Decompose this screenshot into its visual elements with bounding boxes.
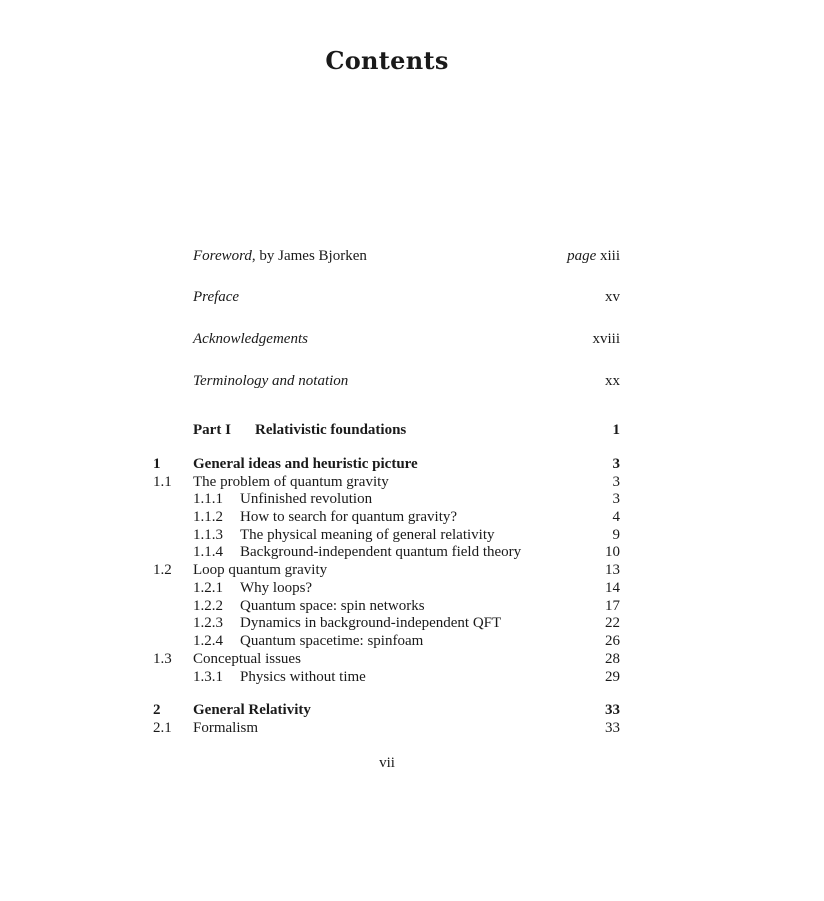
entry-page: 14 <box>605 580 620 596</box>
entry-title: Conceptual issues <box>193 651 301 667</box>
entry-page: 9 <box>612 527 620 543</box>
entry-title: Loop quantum gravity <box>193 562 328 578</box>
entry-page: 4 <box>612 509 620 525</box>
part-label: Part I <box>193 422 231 438</box>
entry-number: 2 <box>153 702 161 718</box>
entry-title: Physics without time <box>240 669 366 685</box>
entry-title: The problem of quantum gravity <box>193 474 389 490</box>
entry-number: 1 <box>153 456 161 472</box>
entry-number: 1.2.4 <box>193 633 223 649</box>
entry-title: Formalism <box>193 720 259 736</box>
part-title: Relativistic foundations <box>255 422 407 438</box>
entry-title: Quantum space: spin networks <box>240 598 425 614</box>
entry-title: Acknowledgements <box>193 331 308 347</box>
entry-page: 22 <box>605 615 620 631</box>
entry-title: Preface <box>193 289 240 305</box>
entry-page: 10 <box>605 544 620 560</box>
entry-page: 33 <box>605 702 620 718</box>
entry-page: 28 <box>605 651 620 667</box>
entry-number: 1.1.1 <box>193 491 223 507</box>
entry-page: 17 <box>605 598 620 614</box>
entry-page: 26 <box>605 633 620 649</box>
entry-title: Unfinished revolution <box>240 491 373 507</box>
entry-title: General ideas and heuristic picture <box>193 456 418 472</box>
page-title: Contents <box>325 46 449 75</box>
entry-page: 13 <box>605 562 620 578</box>
entry-number: 1.3.1 <box>193 669 223 685</box>
entry-number: 1.2.2 <box>193 598 223 614</box>
entry-number: 1.3 <box>153 651 172 667</box>
entry-title: Quantum spacetime: spinfoam <box>240 633 424 649</box>
entry-title: Terminology and notation <box>193 373 349 389</box>
entry-page: 3 <box>612 491 620 507</box>
page-number-footer: vii <box>379 755 395 771</box>
entry-page: xx <box>605 373 620 389</box>
entry-number: 1.2 <box>153 562 172 578</box>
entry-title: General Relativity <box>193 702 311 718</box>
entry-title: Foreword, by James Bjorken <box>193 248 367 264</box>
entry-title: How to search for quantum gravity? <box>240 509 458 525</box>
entry-title: Dynamics in background-independent QFT <box>240 615 502 631</box>
entry-number: 1.1 <box>153 474 172 490</box>
entry-page: 3 <box>612 474 620 490</box>
entry-page: 3 <box>612 456 620 472</box>
entry-number: 1.1.3 <box>193 527 223 543</box>
entry-title: Background-independent quantum field theory <box>240 544 522 560</box>
entry-title: The physical meaning of general relativity <box>240 527 495 543</box>
entry-number: 1.1.4 <box>193 544 223 560</box>
entry-page: 29 <box>605 669 620 685</box>
part-page: 1 <box>612 422 620 438</box>
entry-number: 2.1 <box>153 720 172 736</box>
entry-page: page xiii <box>567 248 620 264</box>
entry-number: 1.1.2 <box>193 509 223 525</box>
entry-title: Why loops? <box>240 580 313 596</box>
entry-page: xviii <box>592 331 620 347</box>
entry-number: 1.2.3 <box>193 615 223 631</box>
entry-page: xv <box>605 289 620 305</box>
entry-number: 1.2.1 <box>193 580 223 596</box>
entry-page: 33 <box>605 720 620 736</box>
